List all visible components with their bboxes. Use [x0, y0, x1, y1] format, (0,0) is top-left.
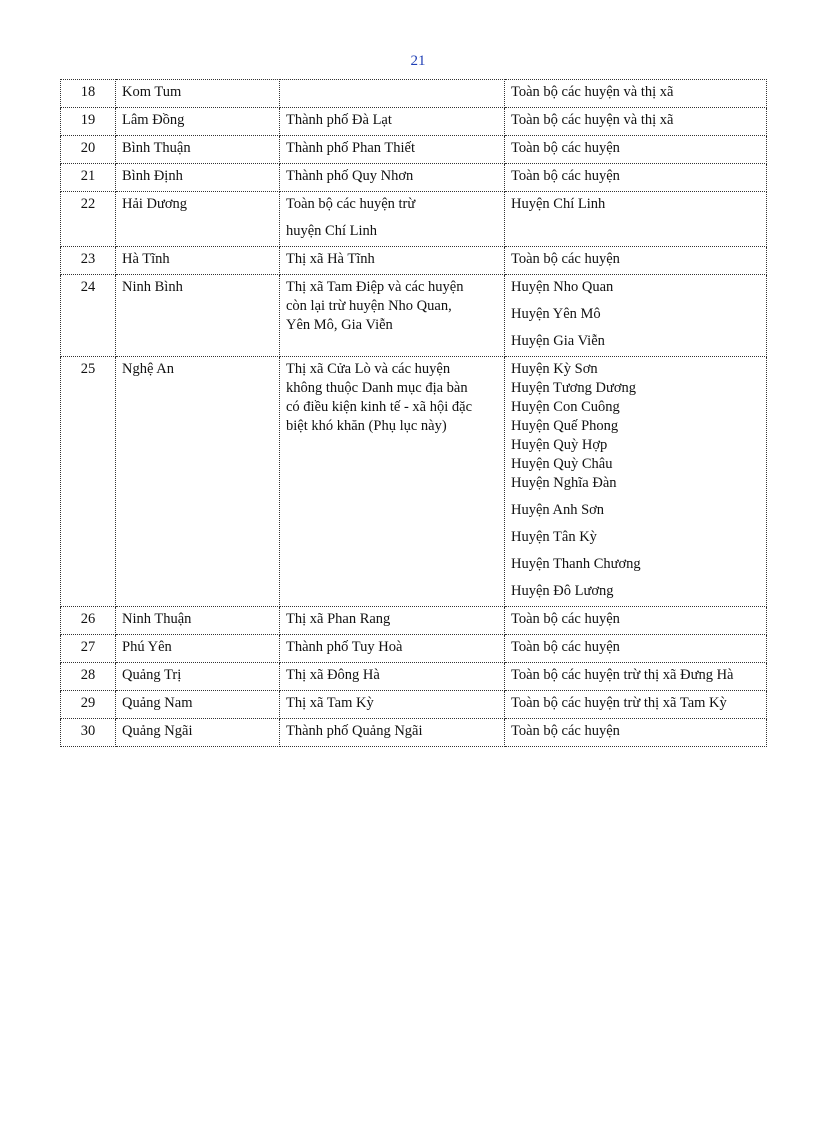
table-row [61, 663, 767, 691]
area-line: không thuộc Danh mục địa bàn [286, 380, 468, 396]
area-line: Huyện Yên Mô [511, 306, 601, 322]
area-line: Thành phố Tuy Hoà [286, 639, 403, 655]
area-line: Yên Mô, Gia Viễn [286, 317, 393, 333]
area-line: Thành phố Quy Nhơn [286, 168, 414, 184]
page-number: 21 [410, 53, 426, 69]
province-name: Quảng Trị [116, 663, 280, 691]
table-row [61, 192, 767, 247]
area-line: Huyện Tân Kỳ [511, 529, 597, 545]
province-name: Nghệ An [116, 357, 280, 607]
row-number: 29 [61, 691, 116, 719]
area-type-1 [280, 663, 505, 691]
area-line: Huyện Chí Linh [511, 196, 606, 212]
area-type-2 [505, 192, 767, 247]
table-row [61, 247, 767, 275]
area-line: Thị xã Đông Hà [286, 667, 380, 683]
area-type-2 [505, 635, 767, 663]
area-line: Toàn bộ các huyện trừ thị xã Tam Kỳ [511, 695, 727, 711]
province-name: Bình Thuận [116, 136, 280, 164]
area-type-2 [505, 691, 767, 719]
table-row [61, 691, 767, 719]
province-name: Bình Định [116, 164, 280, 192]
row-number: 20 [61, 136, 116, 164]
area-type-1 [280, 192, 505, 247]
area-line: Thị xã Cửa Lò và các huyện [286, 361, 451, 377]
area-line: Huyện Gia Viễn [511, 333, 605, 349]
province-name: Quảng Nam [116, 691, 280, 719]
province-name: Hải Dương [116, 192, 280, 247]
area-line: Toàn bộ các huyện [511, 639, 620, 655]
area-line: Toàn bộ các huyện [511, 611, 620, 627]
area-type-2 [505, 136, 767, 164]
area-line: biệt khó khăn (Phụ lục này) [286, 418, 447, 434]
area-type-1 [280, 247, 505, 275]
area-type-1 [280, 719, 505, 747]
area-line: Thành phố Phan Thiết [286, 140, 416, 156]
area-type-2 [505, 108, 767, 136]
area-line: Thị xã Phan Rang [286, 611, 391, 627]
row-number: 19 [61, 108, 116, 136]
area-type-1 [280, 691, 505, 719]
row-number: 22 [61, 192, 116, 247]
area-line: Huyện Thanh Chương [511, 556, 641, 572]
area-line: Huyện Nho Quan [511, 279, 614, 295]
area-line: Toàn bộ các huyện và thị xã [511, 84, 674, 100]
area-type-2 [505, 247, 767, 275]
area-line: Huyện Quỳ Châu [511, 456, 613, 472]
area-type-2 [505, 357, 767, 607]
area-line: Thị xã Tam Điệp và các huyện [286, 279, 464, 295]
area-line: Thị xã Tam Kỳ [286, 695, 374, 711]
area-line: Toàn bộ các huyện và thị xã [511, 112, 674, 128]
table-row [61, 357, 767, 607]
area-line: Toàn bộ các huyện [511, 168, 620, 184]
province-name: Ninh Bình [116, 275, 280, 357]
area-line: huyện Chí Linh [286, 223, 378, 239]
area-type-1 [280, 108, 505, 136]
area-line: Huyện Quế Phong [511, 418, 619, 434]
row-number: 28 [61, 663, 116, 691]
area-type-1 [280, 136, 505, 164]
province-name: Ninh Thuận [116, 607, 280, 635]
province-name: Hà Tĩnh [116, 247, 280, 275]
table-row [61, 164, 767, 192]
area-type-2 [505, 80, 767, 108]
province-name: Kom Tum [116, 80, 280, 108]
area-line: Huyện Kỳ Sơn [511, 361, 598, 377]
table-row [61, 607, 767, 635]
area-type-2 [505, 719, 767, 747]
province-name: Phú Yên [116, 635, 280, 663]
area-line: Huyện Anh Sơn [511, 502, 605, 518]
row-number: 30 [61, 719, 116, 747]
table-row [61, 108, 767, 136]
row-number: 21 [61, 164, 116, 192]
table-row [61, 719, 767, 747]
table-row [61, 80, 767, 108]
row-number: 27 [61, 635, 116, 663]
province-name: Quảng Ngãi [116, 719, 280, 747]
province-name: Lâm Đồng [116, 108, 280, 136]
province-table [60, 79, 767, 747]
area-line: có điều kiện kinh tế - xã hội đặc [286, 399, 473, 415]
row-number: 23 [61, 247, 116, 275]
area-type-1 [280, 635, 505, 663]
area-type-1 [280, 607, 505, 635]
area-type-2 [505, 164, 767, 192]
area-type-1 [280, 164, 505, 192]
table-row [61, 275, 767, 357]
area-line: Toàn bộ các huyện trừ [286, 196, 416, 212]
area-type-2 [505, 607, 767, 635]
area-line: Huyện Con Cuông [511, 399, 620, 415]
row-number: 26 [61, 607, 116, 635]
area-line: Huyện Tương Dương [511, 380, 637, 396]
row-number: 25 [61, 357, 116, 607]
row-number: 24 [61, 275, 116, 357]
area-line: Thị xã Hà Tĩnh [286, 251, 375, 267]
area-line: còn lại trừ huyện Nho Quan, [286, 298, 452, 314]
area-line: Thành phố Quảng Ngãi [286, 723, 423, 739]
table-row [61, 136, 767, 164]
area-line: Thành phố Đà Lạt [286, 112, 392, 128]
table-row [61, 635, 767, 663]
area-line: Huyện Nghĩa Đàn [511, 475, 617, 491]
area-type-1 [280, 357, 505, 607]
area-line: Toàn bộ các huyện [511, 140, 620, 156]
area-line: Toàn bộ các huyện [511, 723, 620, 739]
area-type-2 [505, 275, 767, 357]
area-line: Toàn bộ các huyện [511, 251, 620, 267]
area-type-2 [505, 663, 767, 691]
area-line: Huyện Quỳ Hợp [511, 437, 608, 453]
area-line: Toàn bộ các huyện trừ thị xã Đưng Hà [511, 667, 734, 683]
area-type-1 [280, 80, 505, 108]
area-line: Huyện Đô Lương [511, 583, 614, 599]
row-number: 18 [61, 80, 116, 108]
area-type-1 [280, 275, 505, 357]
